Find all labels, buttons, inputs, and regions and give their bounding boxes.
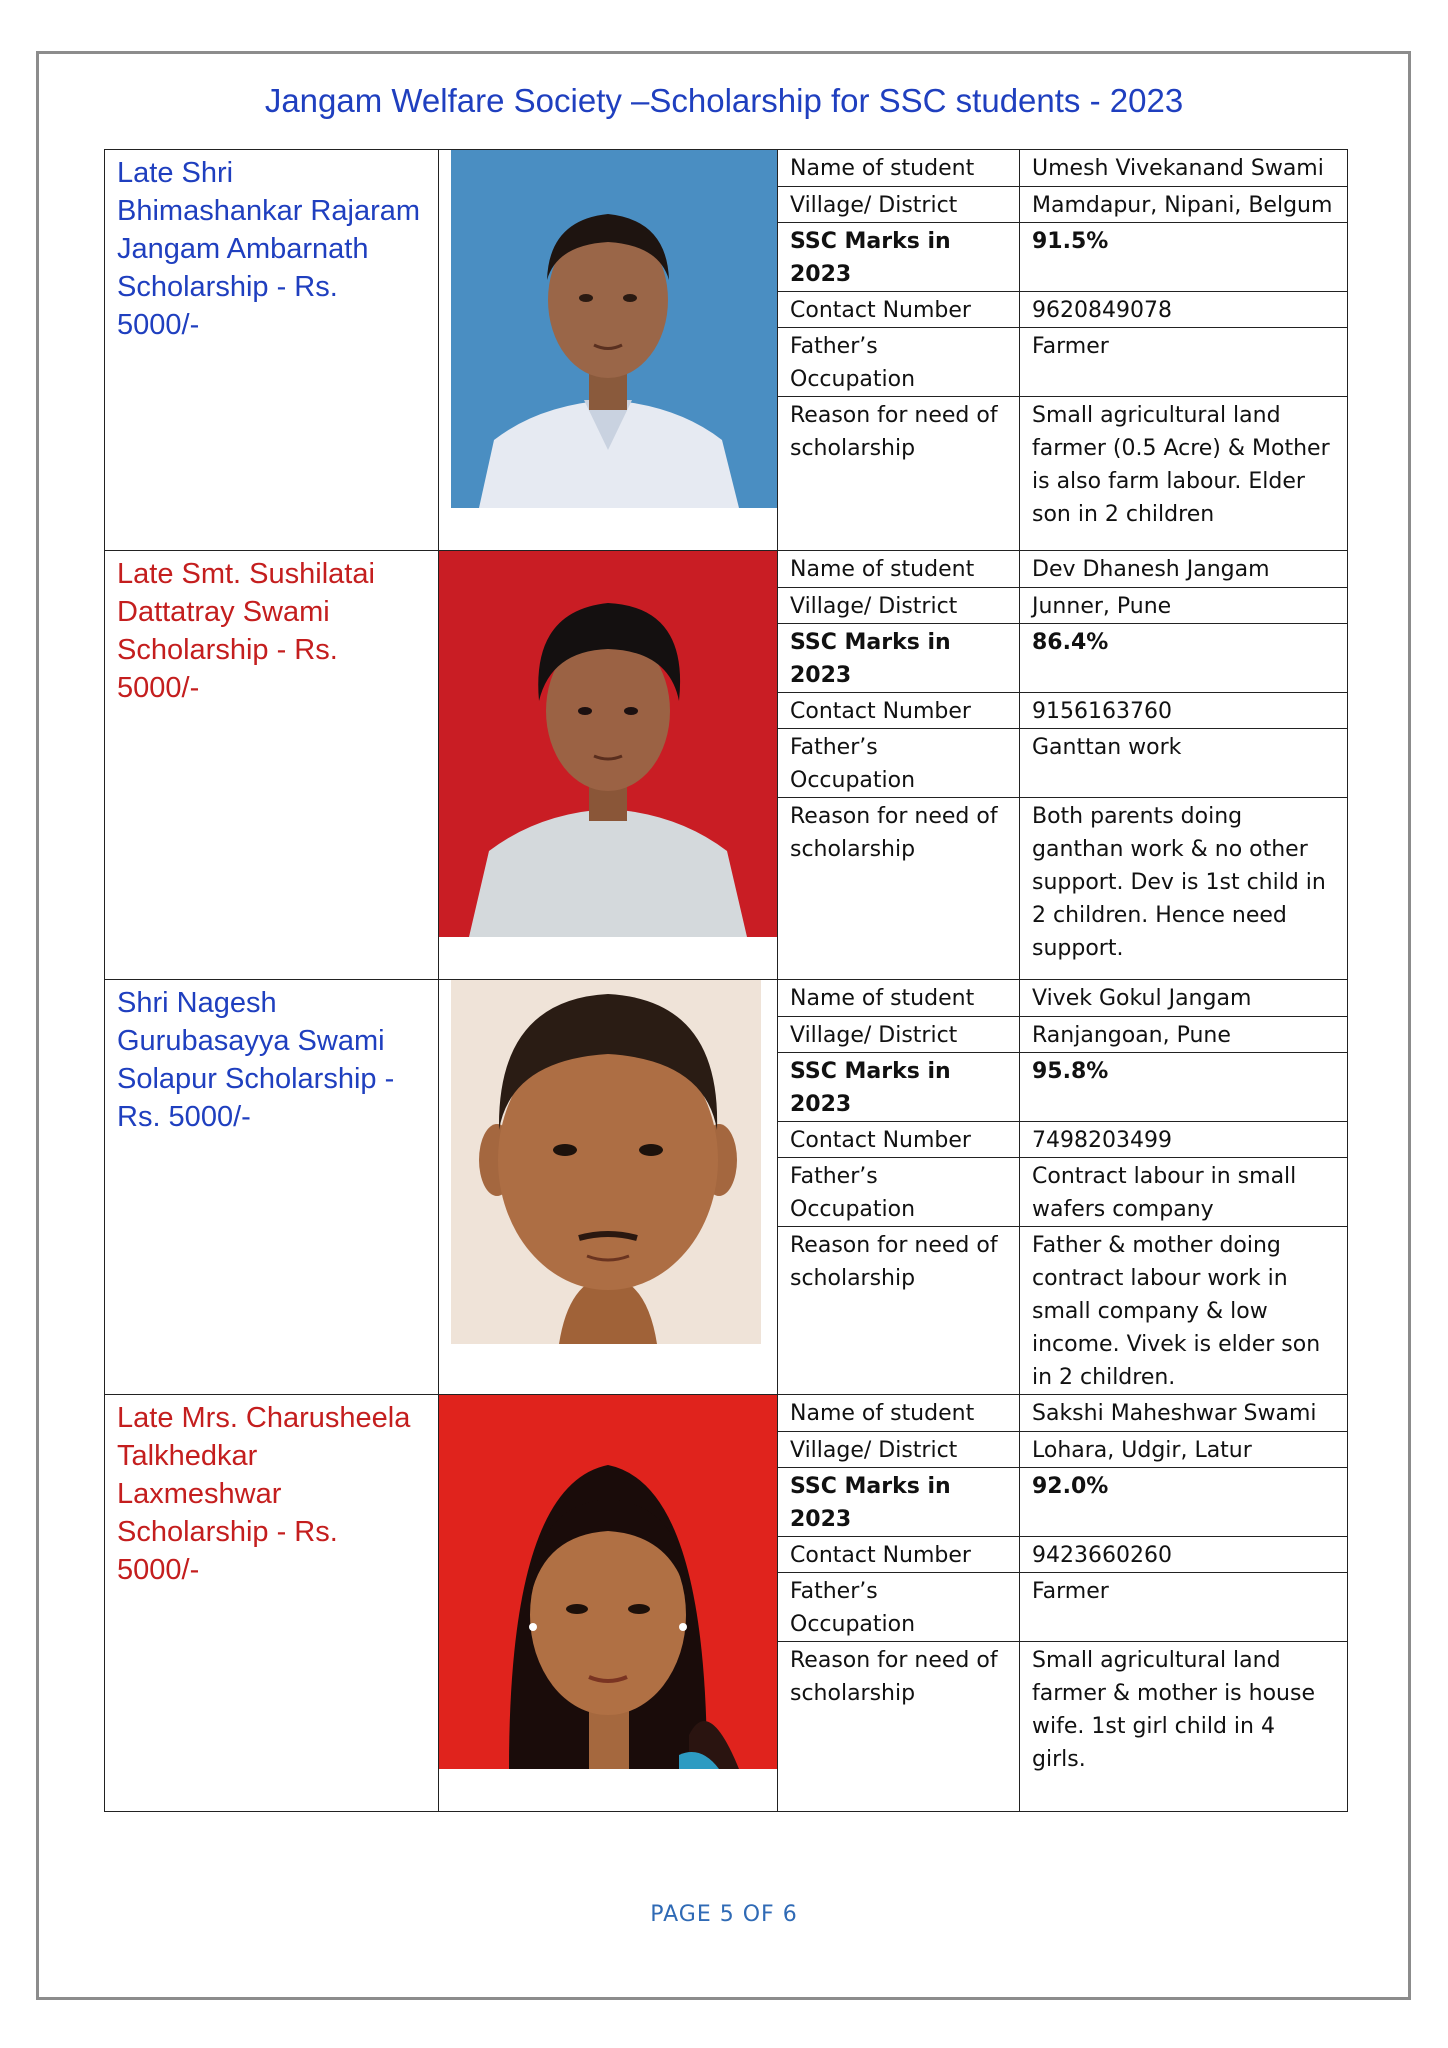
label-name: Name of student [778,980,1020,1016]
label-occupation: Father’s Occupation [778,1157,1020,1226]
label-contact: Contact Number [778,1536,1020,1572]
student-name: Dev Dhanesh Jangam [1020,551,1348,587]
scholarship-reason: Father & mother doing contract labour work in small company & low income. Vivek is elder son in 2 children. [1020,1226,1348,1394]
scholarship-table [104,149,1348,1812]
student-name: Umesh Vivekanand Swami [1020,150,1348,186]
student-marks: 91.5% [1020,222,1348,291]
sponsor-name: Late Shri Bhimashankar Rajaram Jangam Ambarnath Scholarship - Rs. 5000/- [105,150,439,551]
student-village: Ranjangoan, Pune [1020,1016,1348,1052]
label-contact: Contact Number [778,692,1020,728]
student-photo [439,980,778,1395]
student-marks: 92.0% [1020,1467,1348,1536]
scholarship-entry [105,551,1348,980]
student-contact: 7498203499 [1020,1121,1348,1157]
student-contact: 9423660260 [1020,1536,1348,1572]
scholarship-entry [105,150,1348,551]
student-village: Mamdapur, Nipani, Belgum [1020,186,1348,222]
label-reason: Reason for need of scholarship [778,797,1020,979]
label-name: Name of student [778,150,1020,186]
label-village: Village/ District [778,186,1020,222]
father-occupation: Ganttan work [1020,728,1348,797]
student-photo [439,150,778,551]
student-marks: 95.8% [1020,1052,1348,1121]
label-occupation: Father’s Occupation [778,728,1020,797]
student-name: Vivek Gokul Jangam [1020,980,1348,1016]
label-village: Village/ District [778,1016,1020,1052]
label-marks: SSC Marks in 2023 [778,623,1020,692]
student-details [778,551,1348,980]
label-village: Village/ District [778,1431,1020,1467]
label-contact: Contact Number [778,1121,1020,1157]
label-reason: Reason for need of scholarship [778,1641,1020,1811]
sponsor-name: Late Smt. Sushilatai Dattatray Swami Scholarship - Rs. 5000/- [105,551,439,980]
scholarship-reason: Small agricultural land farmer & mother is house wife. 1st girl child in 4 girls. [1020,1641,1348,1811]
father-occupation: Contract labour in small wafers company [1020,1157,1348,1226]
student-contact: 9156163760 [1020,692,1348,728]
label-reason: Reason for need of scholarship [778,396,1020,550]
student-details-table [778,551,1347,979]
scholarship-entry [105,980,1348,1395]
label-village: Village/ District [778,587,1020,623]
page-number: PAGE 5 OF 6 [650,1902,798,1927]
label-marks: SSC Marks in 2023 [778,1467,1020,1536]
document-title: Jangam Welfare Society –Scholarship for SSC students - 2023 [264,82,1184,119]
student-photo [439,1395,778,1812]
student-details [778,980,1348,1395]
student-name: Sakshi Maheshwar Swami [1020,1395,1348,1431]
label-name: Name of student [778,1395,1020,1431]
student-photo-image [439,150,777,508]
student-village: Lohara, Udgir, Latur [1020,1431,1348,1467]
student-details-table [778,150,1347,550]
student-photo-image [439,1395,777,1769]
student-photo [439,551,778,980]
label-name: Name of student [778,551,1020,587]
sponsor-name: Late Mrs. Charusheela Talkhedkar Laxmeshwar Scholarship - Rs. 5000/- [105,1395,439,1812]
sponsor-name: Shri Nagesh Gurubasayya Swami Solapur Scholarship - Rs. 5000/- [105,980,439,1395]
student-village: Junner, Pune [1020,587,1348,623]
student-contact: 9620849078 [1020,291,1348,327]
student-details-table [778,980,1347,1394]
scholarship-reason: Both parents doing ganthan work & no other support. Dev is 1st child in 2 children. Hence need support. [1020,797,1348,979]
student-photo-image [439,980,777,1352]
student-photo-image [439,551,777,937]
father-occupation: Farmer [1020,327,1348,396]
father-occupation: Farmer [1020,1572,1348,1641]
scholarship-reason: Small agricultural land farmer (0.5 Acre) & Mother is also farm labour. Elder son in 2 children [1020,396,1348,550]
student-details [778,1395,1348,1812]
label-contact: Contact Number [778,291,1020,327]
label-reason: Reason for need of scholarship [778,1226,1020,1394]
label-marks: SSC Marks in 2023 [778,222,1020,291]
label-occupation: Father’s Occupation [778,1572,1020,1641]
student-details [778,150,1348,551]
label-occupation: Father’s Occupation [778,327,1020,396]
label-marks: SSC Marks in 2023 [778,1052,1020,1121]
scholarship-entry [105,1395,1348,1812]
student-details-table [778,1395,1347,1811]
student-marks: 86.4% [1020,623,1348,692]
